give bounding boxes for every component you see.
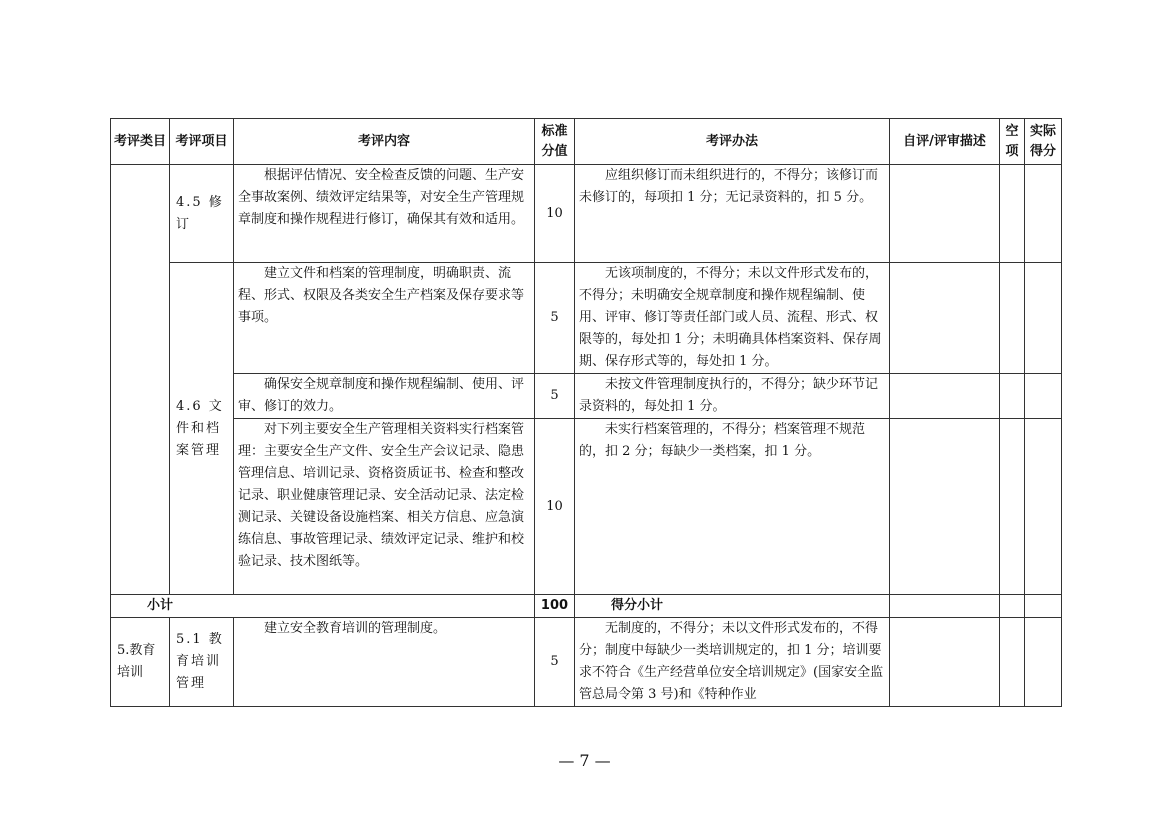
page-number: — 7 — — [558, 751, 611, 770]
method-cell: 无制度的，不得分；未以文件形式发布的，不得分；制度中每缺少一类培训规定的，扣 1 分；培训要求不符合《生产经营单位安全培训规定》(国家安全监管总局令第 3 号)和《特种作业 — [575, 618, 890, 707]
table-header-row — [111, 119, 1062, 165]
blank-item-cell — [1000, 595, 1025, 618]
header-item: 考评项目 — [170, 119, 234, 165]
self-review-cell — [890, 595, 1000, 618]
category-5: 5.教育培训 — [111, 618, 170, 707]
blank-item-cell — [1000, 263, 1025, 374]
actual-score-cell — [1025, 263, 1062, 374]
self-review-cell — [890, 263, 1000, 374]
method-cell: 未实行档案管理的，不得分；档案管理不规范的，扣 2 分；每缺少一类档案，扣 1 分。 — [575, 419, 890, 595]
blank-item-cell — [1000, 419, 1025, 595]
method-cell: 未按文件管理制度执行的，不得分；缺少环节记录资料的，每处扣 1 分。 — [575, 374, 890, 419]
content-cell: 对下列主要安全生产管理相关资料实行档案管理：主要安全生产文件、安全生产会议记录、隐患管理信息、培训记录、资格资质证书、检查和整改记录、职业健康管理记录、安全活动记录、法定检测记录、关键设备设施档案、相关方信息、应急演练信息、事故管理记录、绩效评定记录、维护和校验记录、技术图纸等。 — [234, 419, 535, 595]
header-blank-item: 空项 — [1000, 119, 1025, 165]
content-cell: 确保安全规章制度和操作规程编制、使用、评审、修订的效力。 — [234, 374, 535, 419]
score-cell: 10 — [535, 419, 575, 595]
actual-score-cell — [1025, 618, 1062, 707]
blank-item-cell — [1000, 374, 1025, 419]
header-actual-score: 实际得分 — [1025, 119, 1062, 165]
table-row — [111, 374, 1062, 419]
subtotal-label: 小计 — [111, 595, 535, 618]
evaluation-table — [110, 118, 1062, 707]
self-review-cell — [890, 374, 1000, 419]
item-4-6: 4.6 文件和档案管理 — [170, 263, 234, 595]
score-cell: 10 — [535, 165, 575, 263]
subtotal-score: 100 — [535, 595, 575, 618]
table-row — [111, 419, 1062, 595]
content-cell: 根据评估情况、安全检查反馈的问题、生产安全事故案例、绩效评定结果等，对安全生产管理规章制度和操作规程进行修订，确保其有效和适用。 — [234, 165, 535, 263]
category-cell-empty — [111, 165, 170, 595]
actual-score-cell — [1025, 374, 1062, 419]
header-category: 考评类目 — [111, 119, 170, 165]
item-4-5: 4.5 修订 — [170, 165, 234, 263]
score-cell: 5 — [535, 263, 575, 374]
header-self-review: 自评/评审描述 — [890, 119, 1000, 165]
table-row — [111, 618, 1062, 707]
self-review-cell — [890, 618, 1000, 707]
item-5-1: 5.1 教育培训管理 — [170, 618, 234, 707]
blank-item-cell — [1000, 618, 1025, 707]
self-review-cell — [890, 165, 1000, 263]
subtotal-row — [111, 595, 1062, 618]
score-cell: 5 — [535, 618, 575, 707]
content-cell: 建立安全教育培训的管理制度。 — [234, 618, 535, 707]
table-row — [111, 165, 1062, 263]
content-cell: 建立文件和档案的管理制度，明确职责、流程、形式、权限及各类安全生产档案及保存要求等事项。 — [234, 263, 535, 374]
method-cell: 应组织修订而未组织进行的，不得分；该修订而未修订的，每项扣 1 分；无记录资料的，扣 5 分。 — [575, 165, 890, 263]
header-standard-score: 标准分值 — [535, 119, 575, 165]
subtotal-method: 得分小计 — [575, 595, 890, 618]
actual-score-cell — [1025, 595, 1062, 618]
method-cell: 无该项制度的，不得分；未以文件形式发布的，不得分；未明确安全规章制度和操作规程编制、使用、评审、修订等责任部门或人员、流程、形式、权限等的，每处扣 1 分；未明确具体档案资料、保存周期、保存形式等的，每处扣 1 分。 — [575, 263, 890, 374]
self-review-cell — [890, 419, 1000, 595]
header-content: 考评内容 — [234, 119, 535, 165]
actual-score-cell — [1025, 419, 1062, 595]
blank-item-cell — [1000, 165, 1025, 263]
actual-score-cell — [1025, 165, 1062, 263]
header-method: 考评办法 — [575, 119, 890, 165]
score-cell: 5 — [535, 374, 575, 419]
table-row — [111, 263, 1062, 374]
